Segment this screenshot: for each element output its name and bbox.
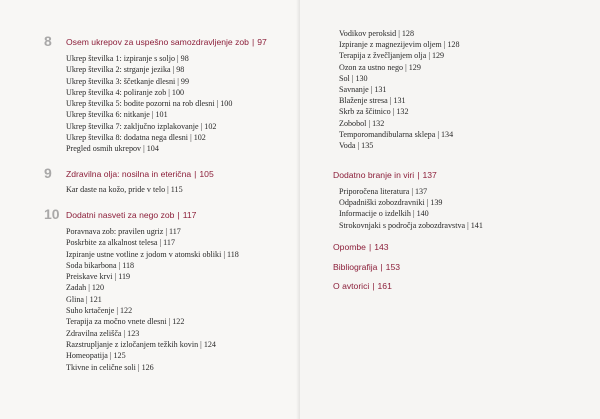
chapter-title-text: Zdravilna olja: nosilna in eterična — [66, 169, 192, 179]
toc-entry[interactable]: Razstrupljanje z izločanjem težkih kovin | 124 — [66, 339, 216, 349]
section-title[interactable] — [333, 242, 389, 252]
toc-entry[interactable]: Zobobol | 132 — [339, 118, 385, 128]
section-page: 143 — [374, 242, 389, 252]
chapter-entries — [66, 184, 183, 195]
chapter-title[interactable] — [66, 169, 214, 179]
toc-entry[interactable]: Pregled osmih ukrepov | 104 — [66, 144, 159, 154]
continued-entries — [339, 28, 460, 151]
section-page: 161 — [377, 281, 392, 291]
toc-entry[interactable]: Ozon za ustno nego | 129 — [339, 62, 421, 72]
section-title-text: Opombe — [333, 242, 366, 252]
chapter-page: 97 — [257, 37, 267, 47]
chapter-number: 10 — [44, 206, 60, 222]
section-title[interactable] — [333, 281, 392, 291]
toc-entry[interactable]: Voda | 135 — [339, 141, 374, 151]
toc-entry[interactable]: Izpiranje ustne votline z jodom v atomski obliki | 118 — [66, 249, 239, 259]
toc-entry[interactable]: Ukrep številka 4: poliranje zob | 100 — [66, 87, 185, 97]
toc-entry[interactable]: Ukrep številka 7: zaključno izplakovanje | 102 — [66, 121, 217, 131]
toc-entry[interactable]: Terapija za močno vnete dlesni | 122 — [66, 317, 185, 327]
chapter-title[interactable] — [66, 210, 196, 220]
chapter-page: 105 — [199, 169, 214, 179]
toc-entry[interactable]: Strokovnjaki s področja zobozdravstva | 141 — [339, 220, 483, 230]
toc-entry[interactable]: Odpadniški zobozdravniki | 139 — [339, 198, 443, 208]
section-title-text: O avtorici — [333, 281, 370, 291]
toc-entry[interactable]: Ukrep številka 1: izpiranje s soljo | 98 — [66, 54, 189, 63]
chapter-entries — [66, 226, 239, 373]
toc-entry[interactable]: Priporočena literatura | 137 — [339, 187, 428, 196]
toc-entry[interactable]: Kar daste na kožo, pride v telo | 115 — [66, 185, 183, 194]
toc-entry[interactable]: Savnanje | 131 — [339, 85, 387, 95]
page-separator: | — [194, 169, 197, 179]
toc-entry[interactable]: Ukrep številka 3: ščetkanje dlesni | 99 — [66, 76, 189, 86]
page-separator: | — [368, 242, 372, 252]
toc-entry[interactable]: Glina | 121 — [66, 294, 102, 304]
page-separator: | — [380, 262, 383, 272]
toc-entry[interactable]: Preiskave krvi | 119 — [66, 272, 131, 282]
chapter-title-text: Osem ukrepov za uspešno samozdravljenje zob — [66, 37, 249, 47]
toc-entry[interactable]: Poravnava zob: pravilen ugriz | 117 — [66, 227, 181, 236]
toc-entry[interactable]: Soda bikarbona | 118 — [66, 260, 135, 270]
toc-entry[interactable]: Terapija z žvečljanjem olja | 129 — [339, 51, 445, 61]
toc-entry[interactable]: Tkivne in celične soli | 126 — [66, 362, 154, 372]
toc-entry[interactable]: Informacije o izdelkih | 140 — [339, 209, 429, 219]
toc-entry[interactable]: Temporomandibularna sklepa | 134 — [339, 129, 454, 139]
toc-entry[interactable]: Sol | 130 — [339, 73, 368, 83]
chapter-number: 9 — [44, 165, 52, 181]
chapter-number: 8 — [44, 33, 52, 49]
section-entries — [339, 186, 483, 231]
chapter-title[interactable] — [66, 37, 267, 47]
toc-entry[interactable]: Vodikov peroksid | 128 — [339, 29, 414, 38]
toc-entry[interactable]: Zadah | 120 — [66, 283, 105, 293]
section-title[interactable] — [333, 170, 437, 180]
section-page: 137 — [422, 170, 437, 180]
page-separator: | — [372, 281, 375, 291]
toc-entry[interactable]: Ukrep številka 5: bodite pozorni na rob dlesni | 100 — [66, 99, 233, 109]
chapter-title-text: Dodatni nasveti za nego zob — [66, 210, 175, 220]
toc-entry[interactable]: Skrb za ščitnico | 132 — [339, 107, 409, 117]
toc-entry[interactable]: Ukrep številka 2: strganje jezika | 98 — [66, 65, 185, 75]
chapter-page: 117 — [182, 210, 197, 220]
toc-entry[interactable]: Zdravilna zelišča | 123 — [66, 328, 140, 338]
chapter-entries — [66, 53, 232, 155]
section-page: 153 — [385, 262, 401, 272]
toc-entry[interactable]: Suho krtačenje | 122 — [66, 306, 133, 316]
toc-entry[interactable]: Poskrbite za alkalnost telesa | 117 — [66, 238, 175, 248]
section-title-text: Bibliografija — [333, 262, 378, 272]
page-separator: | — [251, 37, 255, 47]
page-separator: | — [417, 170, 420, 180]
toc-entry[interactable]: Izpiranje z magnezijevim oljem | 128 — [339, 40, 460, 50]
toc-entry[interactable]: Ukrep številka 8: dodatna nega dlesni | 102 — [66, 133, 206, 143]
section-title-text: Dodatno branje in viri — [333, 170, 415, 180]
page-separator: | — [177, 210, 180, 220]
toc-entry[interactable]: Blaženje stresa | 131 — [339, 96, 406, 106]
toc-entry[interactable]: Ukrep številka 6: nitkanje | 101 — [66, 110, 168, 120]
toc-entry[interactable]: Homeopatija | 125 — [66, 351, 126, 361]
section-title[interactable] — [333, 262, 400, 272]
